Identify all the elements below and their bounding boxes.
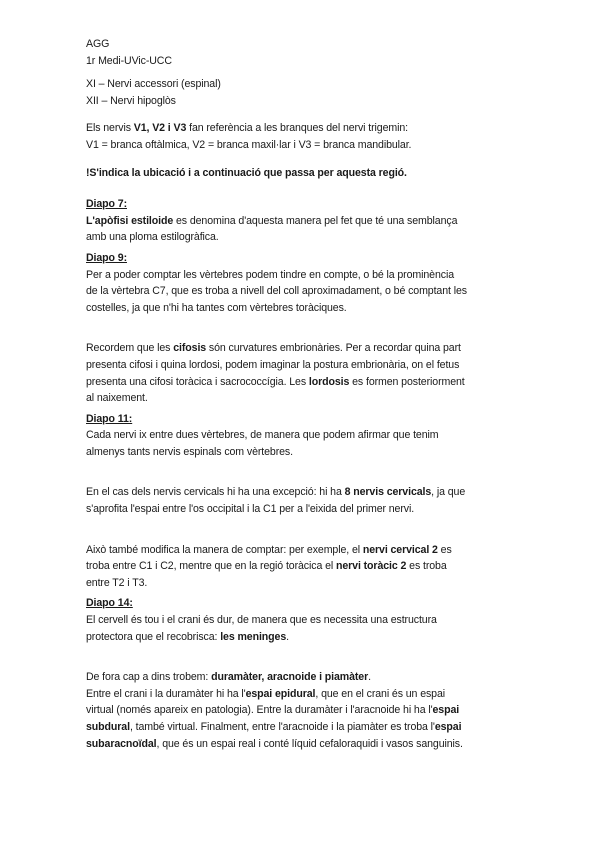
diapo-9-p1-line: de la vèrtebra C7, que es troba a nivell del coll aproximadament, o bé comptant les	[86, 285, 467, 298]
text-run: es denomina d'aquesta manera pel fet que té una semblança	[173, 214, 458, 227]
diapo-14-p1-line-2	[86, 629, 516, 646]
bold-run: 8 nervis cervicals	[344, 486, 432, 499]
diapo-14-p2-line-2	[86, 686, 516, 703]
author-line: AGG	[86, 38, 110, 50]
note-line	[86, 165, 516, 182]
bold-run: L'apòfisi estiloide	[86, 214, 174, 227]
nerve-xi: XI – Nervi accessori (espinal)	[86, 78, 221, 91]
diapo-14-p2-line-1	[86, 669, 516, 686]
diapo-11-p1-line: almenys tants nervis espinals com vèrtebres.	[86, 445, 293, 458]
text-run: , que en el crani és un espai	[315, 687, 446, 700]
bold-run: subaracnoïdal	[86, 737, 157, 750]
text-run: Recordem que les	[86, 342, 174, 355]
bold-run: espai epidural	[245, 687, 316, 700]
text-run: .	[368, 671, 371, 684]
bold-run: espai	[432, 704, 460, 717]
trigemin-line-1	[86, 120, 516, 137]
diapo-14-p1-line-1: El cervell és tou i el crani és dur, de manera que es necessita una estructura	[86, 614, 437, 627]
text-run: En el cas dels nervis cervicals hi ha una excepció: hi ha	[86, 486, 345, 499]
diapo-7-line-1	[86, 213, 516, 230]
nerve-xii: XII – Nervi hipoglòs	[86, 94, 176, 107]
diapo-14-p2-line-5	[86, 736, 516, 753]
diapo-14-p2-line-3	[86, 702, 516, 719]
diapo-14-p2-line-4	[86, 719, 516, 736]
text-run: Entre el crani i la duramàter hi ha l'	[86, 687, 246, 700]
bold-run: cifosis	[173, 342, 207, 355]
trigemin-line-2: V1 = branca oftàlmica, V2 = branca maxil·lar i V3 = branca mandibular.	[86, 138, 412, 151]
text-run: són curvatures embrionàries. Per a recordar quina part	[206, 342, 461, 355]
text-run: De fora cap a dins trobem:	[86, 671, 212, 684]
bold-run: V1, V2 i V3	[133, 122, 187, 135]
diapo-9-p2-line-2: presenta cifosi i quina lordosi, podem imaginar la postura embrionària, on el fetus	[86, 358, 460, 371]
text-run: Això també modifica la manera de comptar: per exemple, el	[86, 543, 363, 556]
text-run: , que és un espai real i conté líquid cefaloraquidi i vasos sanguinis.	[156, 737, 463, 750]
text-run: troba entre C1 i C2, mentre que en la regió toràcica el	[86, 560, 336, 573]
diapo-9-p2-line-4: al naixement.	[86, 392, 148, 405]
bold-run: nervi toràcic 2	[335, 560, 407, 573]
text-run: .	[286, 630, 289, 643]
bold-run: espai	[434, 721, 462, 733]
text-run: fan referència a les branques del nervi trigemin:	[186, 122, 408, 135]
diapo-11-p3-line-3: entre T2 i T3.	[86, 576, 148, 589]
diapo-11-p3-line-2	[86, 558, 516, 575]
note-text: !S'indica la ubicació i a continuació que passa per aquesta regió.	[86, 166, 407, 179]
diapo-11-p1-line: Cada nervi ix entre dues vèrtebres, de manera que podem afirmar que tenim	[86, 429, 439, 442]
bold-run: lordosis	[308, 375, 350, 388]
diapo-14-heading: Diapo 14:	[86, 597, 133, 610]
bold-run: les meninges	[220, 630, 287, 643]
text-run: , ja que	[431, 486, 466, 499]
diapo-9-p2-line-3	[86, 374, 516, 391]
text-run: virtual (només apareix en patologia). Entre la duramàter i l'aracnoide hi ha l'	[86, 704, 433, 717]
diapo-11-p2-line-2: s'aprofita l'espai entre l'os occipital i la C1 per a l'eixida del primer nervi.	[86, 503, 415, 516]
bold-run: duramàter, aracnoide i piamàter	[211, 671, 369, 684]
text-run: Els nervis	[86, 122, 134, 135]
bold-run: nervi cervical 2	[362, 543, 438, 556]
text-run: es formen posteriorment	[349, 375, 465, 388]
diapo-9-p2-line-1	[86, 340, 516, 357]
bold-run: subdural	[86, 721, 130, 733]
text-run: es troba	[406, 560, 447, 573]
diapo-11-heading: Diapo 11:	[86, 412, 133, 425]
text-run: , també virtual. Finalment, entre l'aracnoide i la piamàter es troba l'	[129, 721, 435, 733]
diapo-7-heading: Diapo 7:	[86, 198, 127, 211]
text-run: protectora que el recobrisca:	[86, 630, 221, 643]
diapo-7-line-2: amb una ploma estilogràfica.	[86, 231, 219, 244]
text-run: presenta una cifosi toràcica i sacrococcígia. Les	[86, 375, 309, 388]
diapo-9-p1-line: costelles, ja que n'hi ha tantes com vèrtebres toràciques.	[86, 301, 347, 314]
diapo-11-p3-line-1	[86, 542, 516, 559]
course-line: 1r Medi-UVic-UCC	[86, 54, 172, 67]
diapo-9-p1-line: Per a poder comptar les vèrtebres podem tindre en compte, o bé la prominència	[86, 268, 454, 281]
diapo-11-p2-line-1	[86, 484, 516, 501]
diapo-9-heading: Diapo 9:	[86, 251, 127, 264]
text-run: es	[437, 543, 452, 556]
